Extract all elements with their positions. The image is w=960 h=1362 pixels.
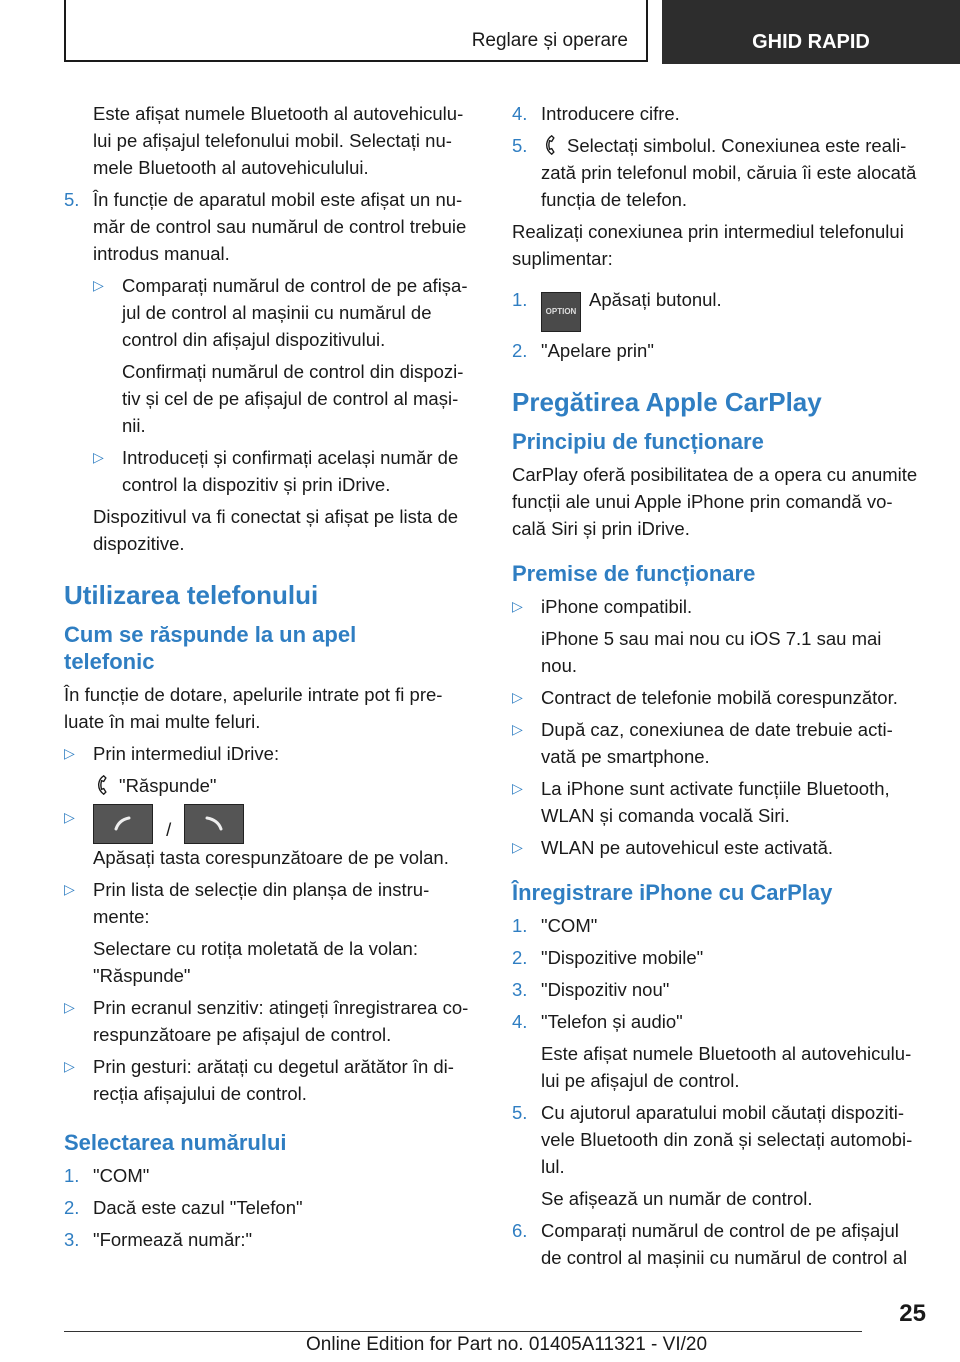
- hangup-key-icon: [184, 804, 244, 844]
- left-column: [64, 100, 478, 1253]
- step-3: 3. "Dispozitiv nou": [512, 979, 670, 1000]
- header-chapter-tab: GHID RAPID: [662, 0, 960, 64]
- answer-key-icon: [93, 804, 153, 844]
- paragraph: Este afișat numele Bluetooth al autovehiculu- lui pe afișajul telefonului mobil. Selectați nu- mele Bluetooth al autovehiculului.: [93, 103, 464, 178]
- footer-divider: [64, 1331, 862, 1332]
- heading-use-phone: Utilizarea telefonului: [64, 580, 319, 610]
- paragraph: Dispozitivul va fi conectat și afișat pe lista de dispozitive.: [93, 506, 459, 554]
- step-5: 5. În funcție de aparatul mobil este afișat un nu- măr de control sau numărul de control trebuie introdus manual.: [64, 186, 478, 267]
- heading-answer-call: Cum se răspunde la un apel telefonic: [64, 622, 357, 674]
- paragraph: CarPlay oferă posibilitatea de a opera cu anumite funcții ale unui Apple iPhone prin comandă vo- cală Siri și prin iDrive.: [512, 464, 918, 539]
- step-6: 6. Comparați numărul de control de pe afișajul de control al mașinii cu numărul de control al: [512, 1220, 908, 1268]
- step-2: 2. "Apelare prin": [512, 340, 654, 361]
- bullet-icon: ▷: [64, 745, 75, 761]
- header-section-box: [64, 0, 648, 62]
- step-4: 4. Introducere cifre.: [512, 103, 680, 124]
- step-1: 1. OPTIONApăsați butonul.: [512, 286, 926, 332]
- bullet-icon: ▷: [64, 809, 75, 825]
- paragraph: Confirmați numărul de control din dispozi- tiv și cel de pe afișajul de control al mași- nii.: [122, 361, 464, 436]
- paragraph: Se afișează un număr de control.: [541, 1188, 813, 1209]
- paragraph: "Răspunde": [64, 772, 478, 799]
- step-4: 4. "Telefon și audio": [512, 1011, 683, 1032]
- bullet-item: ▷ Prin lista de selecție din planșa de instru- mente:: [64, 876, 478, 930]
- bullet-icon: ▷: [512, 721, 523, 737]
- bullet-icon: ▷: [512, 780, 523, 796]
- bullet-icon: ▷: [64, 1058, 75, 1074]
- bullet-icon: ▷: [64, 881, 75, 897]
- header-section-title: Reglare și operare: [471, 30, 628, 51]
- bullet-item: ▷ WLAN pe autovehicul este activată.: [512, 834, 926, 861]
- bullet-item: ▷ La iPhone sunt activate funcțiile Bluetooth, WLAN și comanda vocală Siri.: [512, 775, 926, 829]
- bullet-item: ▷ După caz, conexiunea de date trebuie acti- vată pe smartphone.: [512, 716, 926, 770]
- step-number: 5.: [64, 189, 80, 210]
- bullet-icon: ▷: [512, 839, 523, 855]
- step-1: 1. "COM": [512, 915, 598, 936]
- bullet-item: ▷ Introduceți și confirmați același număr de control la dispozitiv și prin iDrive.: [64, 444, 478, 498]
- option-button-icon: OPTION: [541, 292, 581, 332]
- right-column: [512, 100, 926, 1271]
- heading-principle: Principiu de funcționare: [512, 429, 764, 454]
- paragraph: În funcție de dotare, apelurile intrate pot fi pre- luate în mai multe feluri.: [64, 684, 443, 732]
- paragraph: Este afișat numele Bluetooth al autovehiculu- lui pe afișajul de control.: [541, 1043, 912, 1091]
- paragraph: Selectare cu rotița moletată de la volan: "Răspunde": [93, 938, 418, 986]
- heading-prerequisites: Premise de funcționare: [512, 561, 756, 586]
- step-5: 5. Selectați simbolul. Conexiunea este reali- zată prin telefonul mobil, căruia îi este alocată funcția de telefon.: [512, 135, 917, 210]
- bullet-item: ▷ Prin ecranul senzitiv: atingeți înregistrarea co- respunzătoare pe afișajul de control.: [64, 994, 478, 1048]
- step-2: 2. "Dispozitive mobile": [512, 947, 704, 968]
- bullet-item: ▷ / Apăsați tasta corespunzătoare de pe volan.: [64, 804, 478, 871]
- bullet-icon: ▷: [93, 277, 104, 293]
- bullet-icon: ▷: [64, 999, 75, 1015]
- heading-register-iphone: Înregistrare iPhone cu CarPlay: [512, 880, 833, 905]
- bullet-icon: ▷: [512, 689, 523, 705]
- bullet-icon: ▷: [512, 598, 523, 614]
- phone-icon: [93, 775, 113, 795]
- bullet-icon: ▷: [93, 449, 104, 465]
- bullet-item: ▷ Prin intermediul iDrive:: [64, 740, 478, 767]
- heading-carplay: Pregătirea Apple CarPlay: [512, 387, 822, 417]
- bullet-item: ▷ iPhone compatibil.: [512, 593, 926, 620]
- bullet-item: ▷ Contract de telefonie mobilă corespunzător.: [512, 684, 926, 711]
- step-1: 1. "COM": [64, 1165, 150, 1186]
- paragraph: iPhone 5 sau mai nou cu iOS 7.1 sau mai nou.: [541, 628, 882, 676]
- step-3: 3. "Formează număr:": [64, 1229, 253, 1250]
- footer-edition: Online Edition for Part no. 01405A11321 - VI/20: [306, 1334, 708, 1355]
- phone-icon: [541, 135, 561, 155]
- bullet-item: ▷ Prin gesturi: arătați cu degetul arătător în di- recția afișajului de control.: [64, 1053, 478, 1107]
- step-2: 2. Dacă este cazul "Telefon": [64, 1197, 303, 1218]
- page-number: 25: [899, 1300, 926, 1327]
- heading-select-number: Selectarea numărului: [64, 1130, 287, 1155]
- step-5: 5. Cu ajutorul aparatului mobil căutați dispoziti- vele Bluetooth din zonă și selectați automobi- lul.: [512, 1102, 913, 1177]
- page-header: [64, 0, 960, 64]
- bullet-item: ▷ Comparați numărul de control de pe afișa- jul de control al mașinii cu numărul de control din afișajul dispozitivului.: [64, 272, 478, 353]
- paragraph: Realizați conexiunea prin intermediul telefonului suplimentar:: [512, 221, 904, 269]
